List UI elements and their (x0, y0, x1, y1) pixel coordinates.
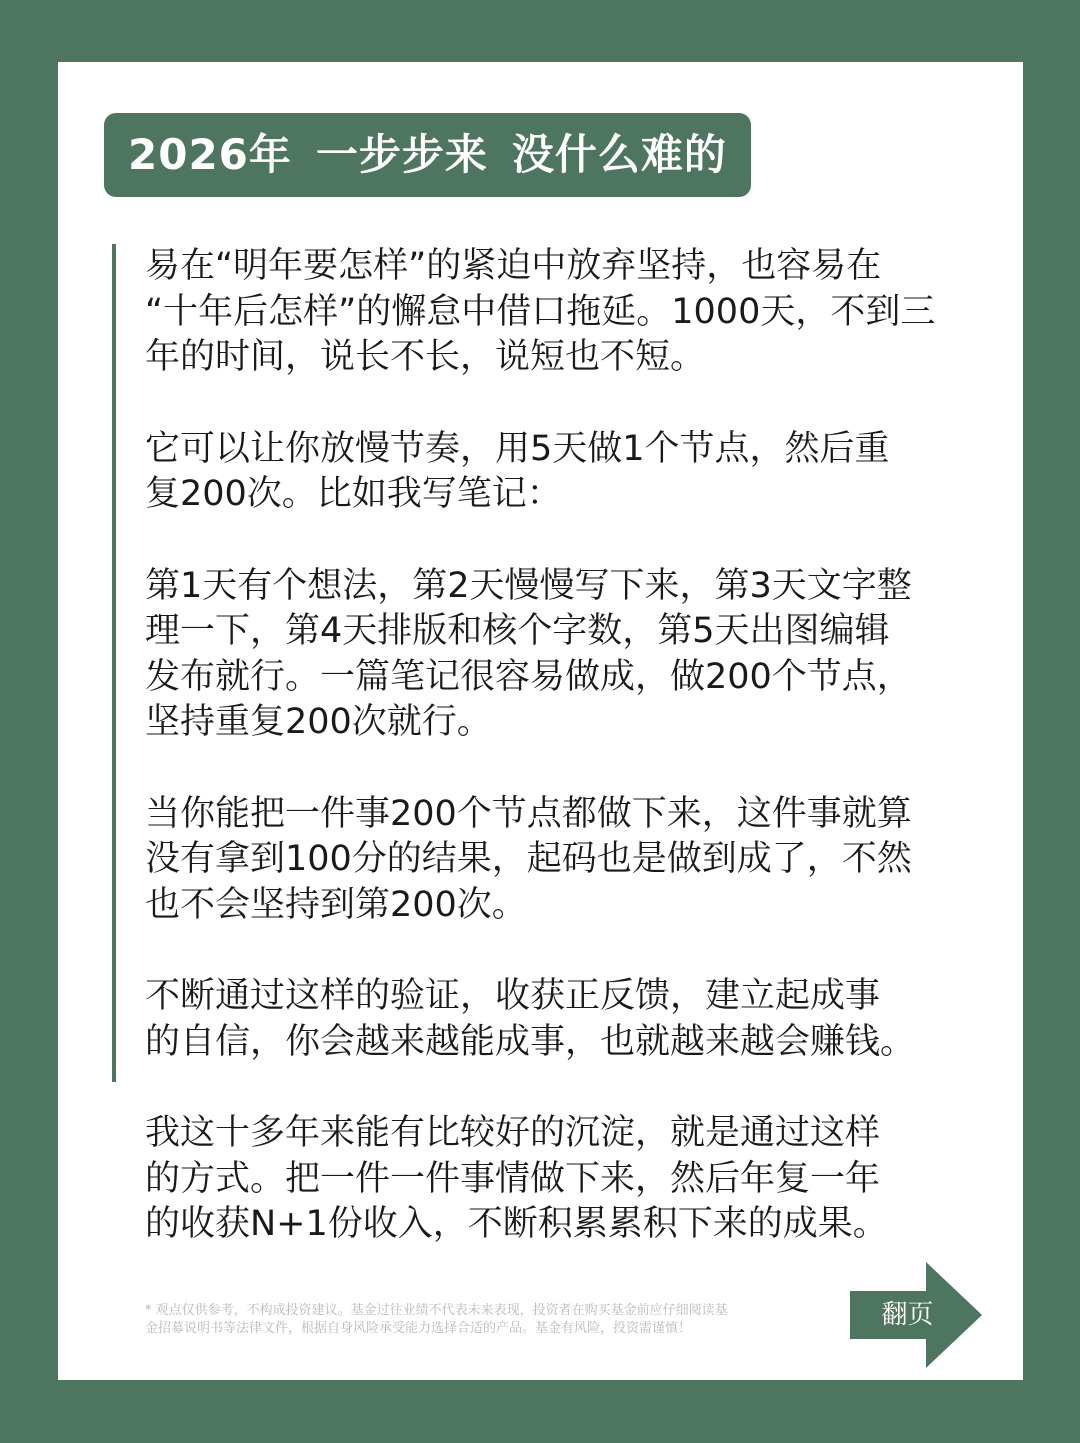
content-card (58, 62, 1023, 1380)
paragraph-2 (145, 427, 990, 518)
line: 的自信，你会越来越能成事，也就越来越会赚钱。 (145, 1021, 916, 1062)
paragraph-3 (145, 564, 990, 746)
paragraph-6 (145, 1111, 990, 1248)
line: “十年后怎样”的懈怠中借口拖延。1000天，不到三 (145, 291, 936, 332)
title-badge (104, 113, 751, 197)
line: 复200次。比如我写笔记： (145, 474, 562, 514)
line: 当你能把一件事200个节点都做下来，这件事就算 (145, 793, 912, 834)
line: 理一下，第4天排版和核个字数，第5天出图编辑 (145, 611, 890, 651)
line: 它可以让你放慢节奏，用5天做1个节点，然后重 (145, 428, 890, 469)
line: 年的时间，说长不长，说短也不短。 (145, 337, 706, 377)
disclaimer-line: 金招募说明书等法律文件，根据自身风险承受能力选择合适的产品。基金有风险，投资需谨慎！ (145, 1321, 692, 1336)
line: 的方式。把一件一件事情做下来，然后年复一年 (145, 1158, 881, 1199)
line: 不断通过这样的验证，收获正反馈，建立起成事 (145, 976, 881, 1016)
disclaimer-line: * 观点仅供参考，不构成投资建议。基金过往业绩不代表未来表现，投资者在购买基金前应仔细阅读基 (145, 1303, 728, 1318)
paragraph-5 (145, 974, 990, 1065)
disclaimer (145, 1302, 845, 1338)
article-body (145, 244, 990, 1248)
line: 第1天有个想法，第2天慢慢写下来，第3天文字整 (145, 565, 912, 606)
line: 没有拿到100分的结果，起码也是做到成了，不然 (145, 839, 912, 879)
flip-page-label: 翻页 (881, 1300, 934, 1330)
flip-page-button[interactable] (850, 1262, 982, 1368)
title-part-step: 一步步来 (315, 130, 488, 179)
quote-rule (112, 244, 116, 1082)
line: 发布就行。一篇笔记很容易做成，做200个节点， (145, 656, 912, 697)
title-part-year: 2026年 (128, 130, 292, 179)
paragraph-4 (145, 792, 990, 929)
line: 我这十多年来能有比较好的沉淀，就是通过这样 (145, 1113, 881, 1153)
paragraph-1 (145, 244, 990, 381)
line: 易在“明年要怎样”的紧迫中放弃坚持，也容易在 (145, 246, 882, 286)
line: 坚持重复200次就行。 (145, 702, 492, 742)
line: 的收获N+1份收入，不断积累累积下来的成果。 (145, 1204, 888, 1244)
line: 也不会坚持到第200次。 (145, 884, 527, 925)
title-part-easy: 没什么难的 (511, 130, 727, 179)
